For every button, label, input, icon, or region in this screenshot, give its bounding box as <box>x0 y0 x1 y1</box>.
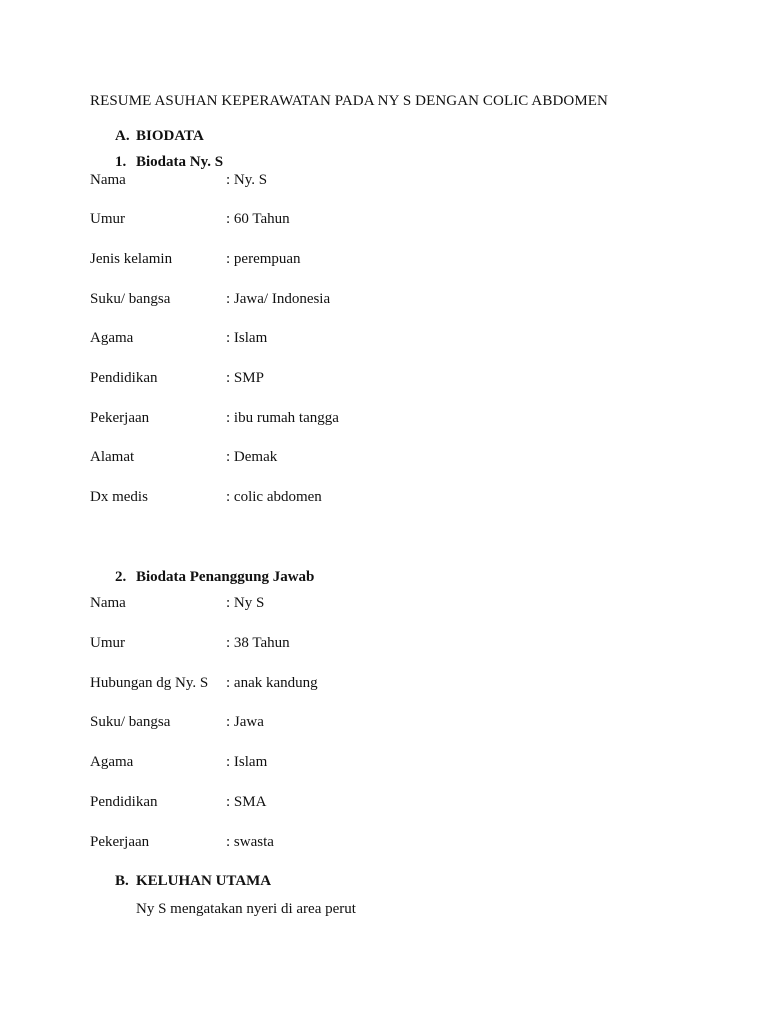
row-value: : Ny. S <box>226 172 268 188</box>
subsection-1-marker: 1. <box>115 154 127 170</box>
row-value: : Demak <box>226 449 278 465</box>
row-label: Jenis kelamin <box>90 251 173 267</box>
document-title: RESUME ASUHAN KEPERAWATAN PADA NY S DENGAN COLIC ABDOMEN <box>90 93 608 109</box>
row-label: Pendidikan <box>90 370 158 386</box>
subsection-2-marker: 2. <box>115 569 127 585</box>
row-label: Umur <box>90 635 125 651</box>
row-value: : 60 Tahun <box>226 211 290 227</box>
section-b-heading <box>115 873 271 890</box>
section-a-heading <box>115 128 204 145</box>
row-label: Dx medis <box>90 489 148 505</box>
row-label: Umur <box>90 211 125 227</box>
row-label: Pendidikan <box>90 794 158 810</box>
row-label: Pekerjaan <box>90 834 150 850</box>
row-value: : swasta <box>226 834 274 850</box>
section-a-label: BIODATA <box>136 128 204 144</box>
row-label: Agama <box>90 330 134 346</box>
row-value: : SMP <box>226 370 264 386</box>
chief-complaint-text: Ny S mengatakan nyeri di area perut <box>136 901 356 917</box>
row-value: : colic abdomen <box>226 489 322 505</box>
row-value: : Islam <box>226 754 268 770</box>
row-label: Nama <box>90 595 126 611</box>
section-b-marker: B. <box>115 873 129 889</box>
row-label: Suku/ bangsa <box>90 291 171 307</box>
subsection-1-heading <box>115 154 223 171</box>
row-label: Hubungan dg Ny. S <box>90 675 209 691</box>
row-label: Alamat <box>90 449 135 465</box>
row-label: Nama <box>90 172 126 188</box>
row-value: : Islam <box>226 330 268 346</box>
row-value: : ibu rumah tangga <box>226 410 339 426</box>
row-value: : perempuan <box>226 251 301 267</box>
section-a-marker: A. <box>115 128 130 144</box>
subsection-1-label: Biodata Ny. S <box>136 154 224 170</box>
subsection-2-label: Biodata Penanggung Jawab <box>136 569 315 585</box>
row-value: : SMA <box>226 794 267 810</box>
row-value: : Ny S <box>226 595 265 611</box>
section-b-label: KELUHAN UTAMA <box>136 873 272 889</box>
row-value: : Jawa <box>226 714 264 730</box>
row-value: : Jawa/ Indonesia <box>226 291 331 307</box>
subsection-2-heading <box>115 569 314 586</box>
row-label: Suku/ bangsa <box>90 714 171 730</box>
row-label: Agama <box>90 754 134 770</box>
row-label: Pekerjaan <box>90 410 150 426</box>
row-value: : 38 Tahun <box>226 635 290 651</box>
row-value: : anak kandung <box>226 675 318 691</box>
